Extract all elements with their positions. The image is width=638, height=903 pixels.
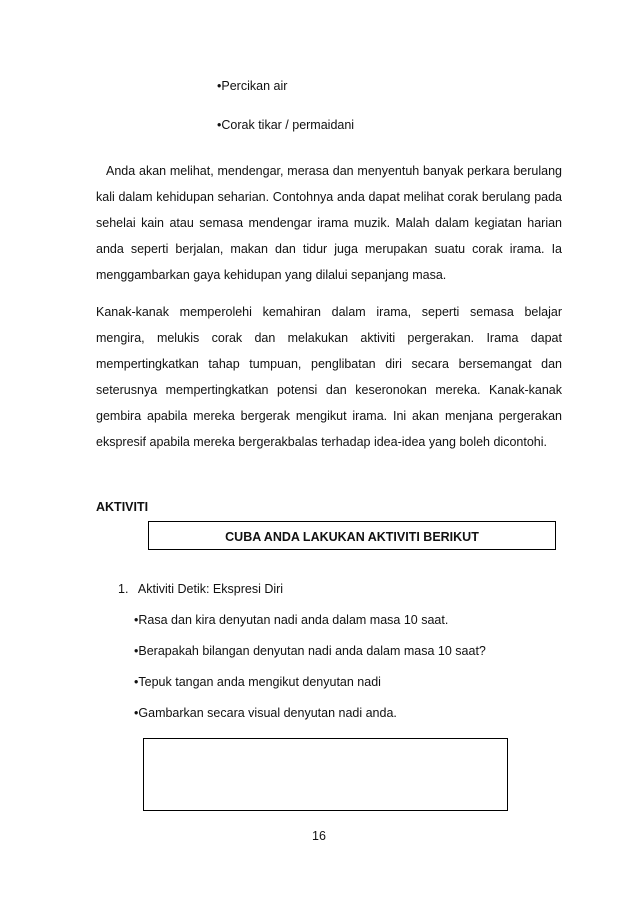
- bullet-dot-icon: •: [217, 79, 222, 93]
- activity-box-title: CUBA ANDA LAKUKAN AKTIVITI BERIKUT: [225, 530, 479, 544]
- answer-box: [143, 738, 508, 811]
- activity-title: Aktiviti Detik: Ekspresi Diri: [137, 582, 284, 596]
- bullet-dot-icon: •: [134, 675, 139, 689]
- activity-bullet-1: •Rasa dan kira denyutan nadi anda dalam masa 10 saat.: [134, 613, 449, 627]
- bullet-dot-icon: •: [134, 706, 139, 720]
- paragraph-1: Anda akan melihat, mendengar, merasa dan menyentuh banyak perkara berulang kali dalam kehidupan seharian. Contohnya anda dapat melihat corak berulang pada sehelai kain atau semasa mendengar irama muzik. Malah dalam kegiatan harian anda seperti berjalan, makan dan tidur juga merupakan suatu corak irama. Ia menggambarkan gaya kehidupan yang dilalui sepanjang masa.: [96, 164, 562, 282]
- activity-bullet-3: •Tepuk tangan anda mengikut denyutan nadi: [134, 675, 381, 689]
- activity-item: [118, 582, 283, 596]
- section-heading: AKTIVITI: [96, 500, 149, 514]
- activity-bullet-4: •Gambarkan secara visual denyutan nadi anda.: [134, 706, 397, 720]
- top-bullet-1: •Percikan air: [217, 79, 288, 93]
- paragraph-2: Kanak-kanak memperolehi kemahiran dalam irama, seperti semasa belajar mengira, melukis corak dan melakukan aktiviti pergerakan. Irama dapat mempertingkatkan tahap tumpuan, penglibatan diri secara bersemangat dan seterusnya mempertingkatkan potensi dan keseronokan mereka. Kanak-kanak gembira apabila mereka bergerak mengikut irama. Ini akan menjana pergerakan ekspresif apabila mereka bergerakbalas terhadap idea-idea yang boleh dicontohi.: [96, 305, 562, 449]
- activity-bullet-2: •Berapakah bilangan denyutan nadi anda dalam masa 10 saat?: [134, 644, 486, 658]
- bullet-dot-icon: •: [134, 644, 139, 658]
- bullet-dot-icon: •: [134, 613, 139, 627]
- activity-number: 1.: [118, 582, 129, 596]
- activity-title-box: [148, 521, 556, 550]
- page-number: 16: [312, 829, 326, 843]
- bullet-dot-icon: •: [217, 118, 222, 132]
- top-bullet-2: •Corak tikar / permaidani: [217, 118, 355, 132]
